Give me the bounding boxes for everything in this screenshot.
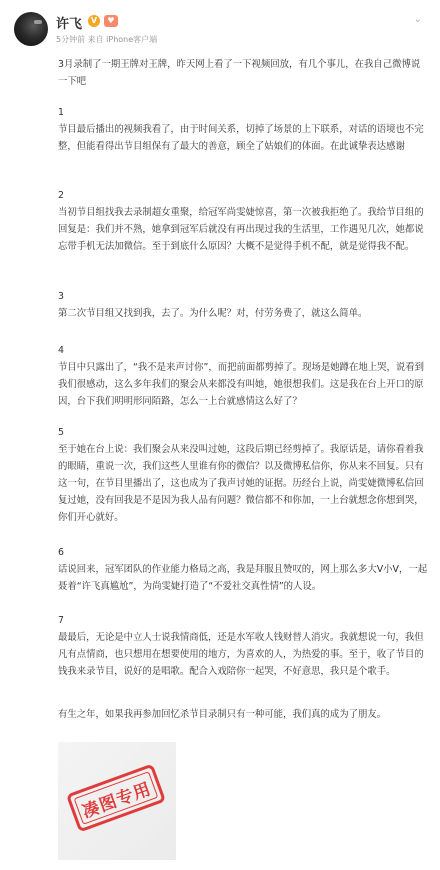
section-number: 4 [58, 345, 64, 356]
section-text: 第二次节目组又找到我，去了。为什么呢？对，付劳务费了，就这么简单。 [58, 308, 368, 319]
verified-badge-icon: V [88, 15, 100, 27]
post-meta: 5分钟前 来自 iPhone客户端 [56, 35, 158, 44]
section-number: 7 [58, 615, 64, 626]
member-badge-icon: ♥ [104, 15, 118, 27]
section-text: 节目中只露出了，“我不是来声讨你”，而把前面都剪掉了。现场是她蹲在地上哭，说看到我们很感动，这么多年我们的聚会从来都没有叫她，她很想我们。这是我在台上开口的原因，台下我们明明形同陌路，怎么一上台就感情这么好了？ [58, 362, 424, 407]
section-number: 3 [58, 291, 64, 302]
avatar[interactable] [14, 12, 48, 46]
section-text: 节目最后播出的视频我看了，由于时间关系，切掉了场景的上下联系，对话的语境也不完整，但能看得出节目组保有了最大的善意，顾全了姑娘们的体面。在此诚挚表达感谢 [58, 124, 424, 152]
author-name[interactable]: 许飞 [56, 17, 83, 32]
post-closing: 有生之年，如果我再参加回忆杀节目录制只有一种可能，我们真的成为了朋友。 [58, 709, 387, 720]
section-number: 1 [58, 107, 64, 118]
stamp-text: 凑图专用 [79, 779, 155, 823]
watermark-image[interactable] [58, 742, 176, 860]
section-number: 5 [58, 427, 64, 438]
section-number: 6 [58, 547, 64, 558]
post-intro: 3月录制了一期王牌对王牌，昨天网上看了一下视频回放，有几个事儿，在我自己微博说一下吧 [58, 59, 421, 87]
section-text: 至于她在台上说：我们聚会从来没叫过她，这段后期已经剪掉了。我原话是，请你看着我的眼睛，重说一次，我们这些人里谁有你的微信？以及微博私信你，你从来不回复。只有这一句，在节目里播出了，这也成为了我声讨她的证据。历经台上说，尚雯婕微博私信回复过她，没有回我是不是因为我人品有问题？微信都不和你加，一上台就想念你想到哭，你们开心就好。 [58, 444, 424, 523]
post-header [10, 10, 430, 50]
chevron-down-icon[interactable]: ⌄ [413, 14, 422, 25]
section-text: 当初节目组找我去录制超女重聚，给冠军尚雯婕惊喜，第一次被我拒绝了。我给节目组的回复是：我们并不熟，她拿到冠军后就没有再出现过我的生活里，工作遇见几次，她都说忘带手机无法加微信。至于到底什么原因？大概不是觉得手机不配，就是觉得我不配。 [58, 207, 424, 252]
stamp-seal [66, 763, 166, 832]
section-text: 话说回来，冠军团队的作业能力格局之高，我是拜服且赞叹的，网上那么多大V小V，一起聂着“许飞真尴尬”，为尚雯婕打造了“不爱社交真性情”的人设。 [58, 564, 428, 592]
section-text: 最最后，无论是中立人士说我情商低，还是水军收人钱财替人消灾。我就想说一句，我但凡有点情商，也只想用在想要使用的地方，为喜欢的人，为热爱的事。至于，收了节目的钱我来录节目，说好的是唱歌。配合入戏陪你一起哭，不好意思，我只是个歌手。 [58, 632, 424, 677]
avatar-highlight [34, 20, 42, 24]
section-number: 2 [58, 190, 64, 201]
